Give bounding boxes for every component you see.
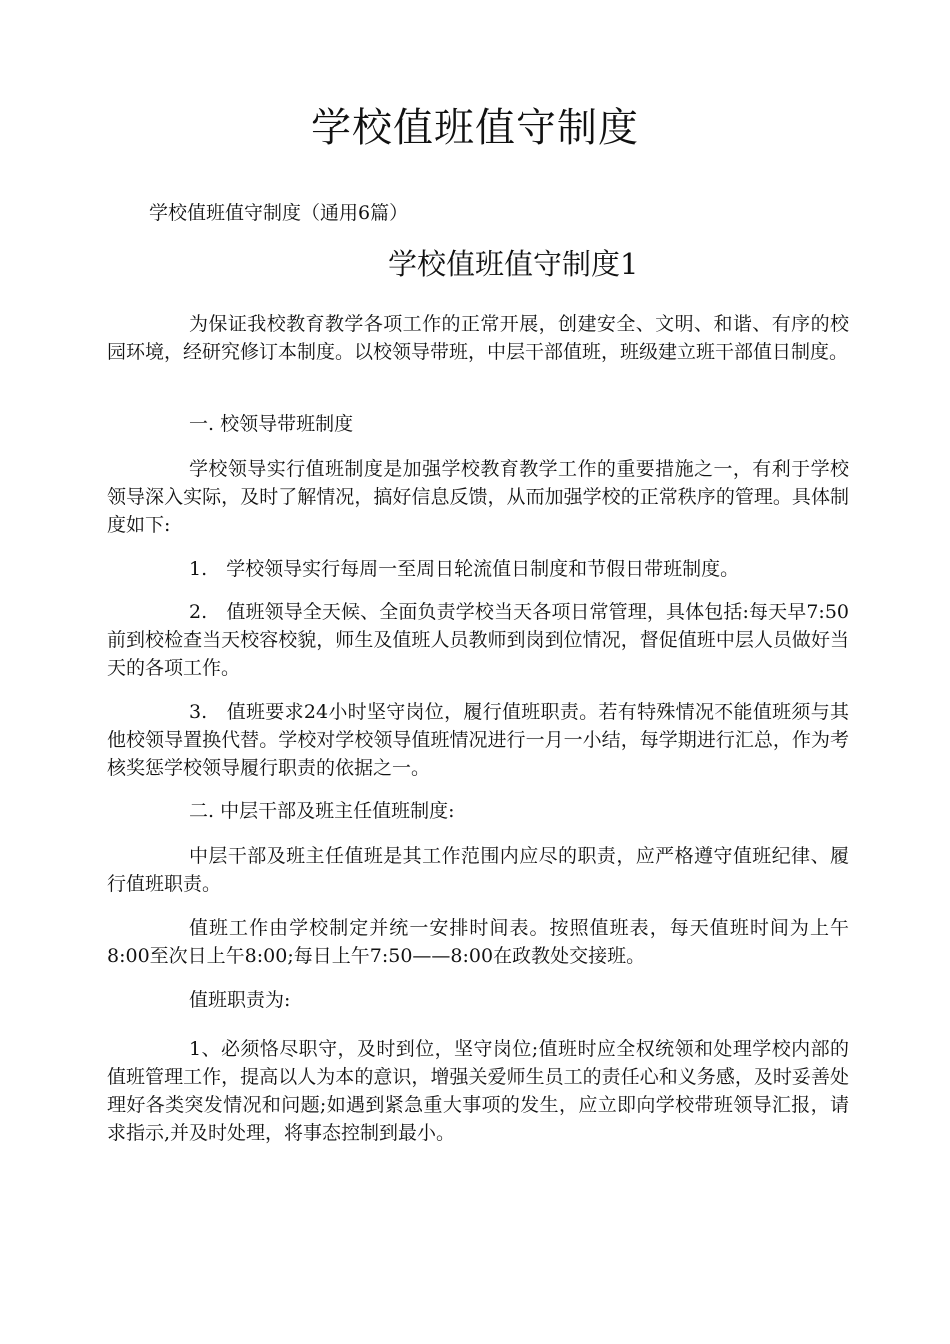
paragraph-schedule: 值班工作由学校制定并统一安排时间表。按照值班表，每天值班时间为上午8:00至次日上午8:00;每日上午7:50——8:00在政教处交接班。 xyxy=(107,917,849,967)
paragraph-intro: 为保证我校教育教学各项工作的正常开展，创建安全、文明、和谐、有序的校园环境，经研究修订本制度。以校领导带班，中层干部值班，班级建立班干部值日制度。 xyxy=(107,313,849,363)
list-item-2: 2. 值班领导全天候、全面负责学校当天各项日常管理，具体包括:每天早7:50前到校检查当天校容校貌，师生及值班人员教师到岗到位情况，督促值班中层人员做好当天的各项工作。 xyxy=(107,601,849,679)
paragraph-responsibility-1: 1、必须恪尽职守，及时到位，坚守岗位;值班时应全权统领和处理学校内部的值班管理工作，提高以人为本的意识，增强关爱师生员工的责任心和义务感，及时妥善处理好各类突发情况和问题;如遇到紧急重大事项的发生，应立即向学校带班领导汇报，请求指示,并及时处理，将事态控制到最小。 xyxy=(107,1038,849,1144)
heading-duty-responsibilities: 值班职责为: xyxy=(189,989,291,1011)
document-title: 学校值班值守制度 xyxy=(311,105,639,151)
paragraph-middle-duty: 中层干部及班主任值班是其工作范围内应尽的职责，应严格遵守值班纪律、履行值班职责。 xyxy=(107,845,849,895)
list-item-3: 3. 值班要求24小时坚守岗位，履行值班职责。若有特殊情况不能值班须与其他校领导置换代替。学校对学校领导值班情况进行一月一小结，每学期进行汇总，作为考核奖惩学校领导履行职责的依据之一。 xyxy=(107,701,849,779)
section-title: 学校值班值守制度1 xyxy=(388,247,639,281)
heading-leader-duty: 一. 校领导带班制度 xyxy=(189,413,354,435)
paragraph-leader-duty: 学校领导实行值班制度是加强学校教育教学工作的重要措施之一，有利于学校领导深入实际，及时了解情况，搞好信息反馈，从而加强学校的正常秩序的管理。具体制度如下: xyxy=(107,458,849,536)
list-item-1: 1. 学校领导实行每周一至周日轮流值日制度和节假日带班制度。 xyxy=(189,558,740,580)
document-subtitle: 学校值班值守制度（通用6篇） xyxy=(149,202,409,224)
heading-middle-duty: 二. 中层干部及班主任值班制度: xyxy=(189,800,455,822)
